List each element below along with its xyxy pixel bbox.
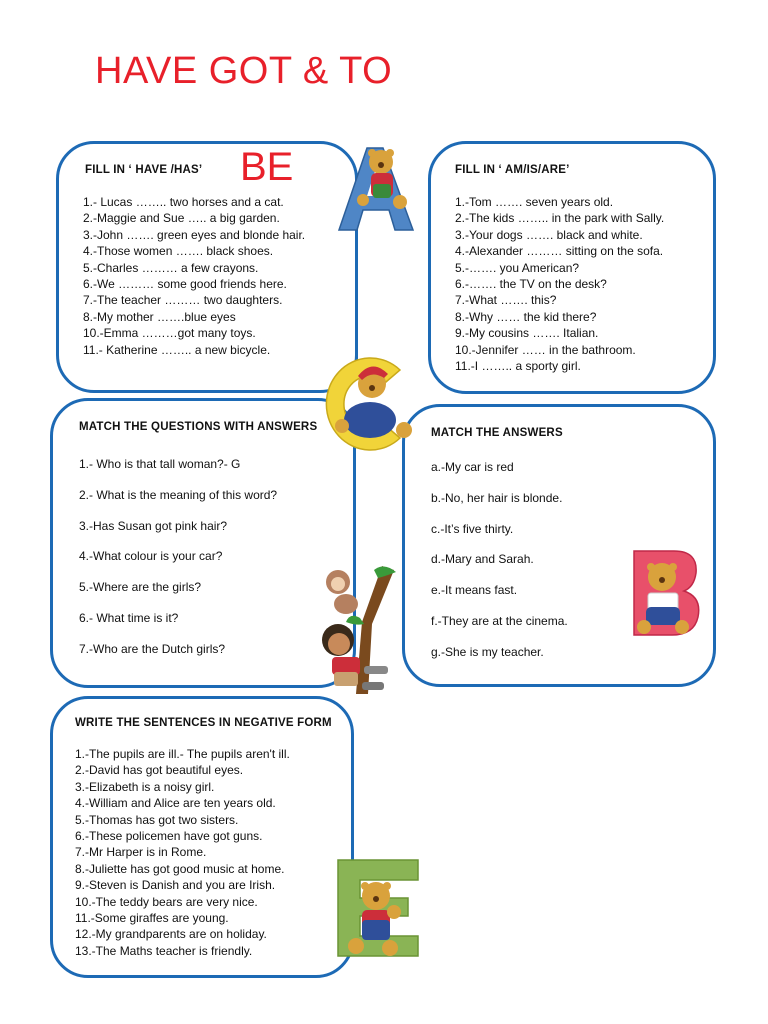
list-item: a.-My car is red [431, 460, 514, 474]
letter-b-bear-image [626, 545, 706, 640]
list-item: 6.- What time is it? [79, 610, 179, 625]
list-item: 2.-Maggie and Sue ….. a big garden. [83, 211, 280, 226]
list-item: d.-Mary and Sarah. [431, 552, 534, 567]
exercise-heading: FILL IN ‘ HAVE /HAS’ [85, 164, 203, 176]
list-item: 10.-The teddy bears are very nice. [75, 894, 258, 909]
list-item: 2.- What is the meaning of this word? [79, 487, 278, 502]
climbing-kids-image [312, 562, 402, 697]
list-item: 2.-David has got beautiful eyes. [75, 763, 244, 778]
list-item: 12.-My grandparents are on holiday. [75, 927, 267, 942]
exercise-negative-form [50, 696, 354, 978]
list-item: e.-It means fast. [431, 583, 518, 598]
list-item: 11.- Katherine …….. a new bicycle. [83, 342, 271, 357]
list-item: 5.-Thomas has got two sisters. [75, 812, 239, 827]
list-item: 7.-The teacher ……… two daughters. [83, 293, 283, 308]
list-item: 7.-What ……. this? [455, 293, 557, 308]
list-item: 9.-Steven is Danish and you are Irish. [75, 878, 276, 893]
exercise-heading: FILL IN ‘ AM/IS/ARE’ [455, 164, 570, 176]
exercise-list [83, 194, 305, 358]
list-item: g.-She is my teacher. [431, 644, 544, 659]
list-item: 3.-Elizabeth is a noisy girl. [75, 779, 215, 794]
list-item: f.-They are at the cinema. [431, 613, 568, 628]
list-item: 7.-Mr Harper is in Rome. [75, 845, 207, 860]
exercise-list [75, 746, 290, 959]
list-item: 8.-My mother …….blue eyes [83, 309, 236, 324]
list-item: 10.-Jennifer …… in the bathroom. [455, 342, 636, 357]
list-item: 7.-Who are the Dutch girls? [79, 641, 226, 656]
list-item: 6.-We ……… some good friends here. [83, 277, 287, 292]
list-item: 10.-Emma ………got many toys. [83, 326, 256, 341]
list-item: 6.-These policemen have got guns. [75, 829, 263, 844]
list-item: 11.-I …….. a sporty girl. [455, 359, 581, 374]
list-item: 13.-The Maths teacher is friendly. [75, 943, 253, 958]
exercise-have-has [56, 141, 358, 393]
exercise-list [431, 452, 568, 668]
list-item: b.-No, her hair is blonde. [431, 490, 563, 505]
list-item: 5.-……. you American? [455, 260, 580, 275]
list-item: 8.-Juliette has got good music at home. [75, 861, 285, 876]
list-item: 3.-Your dogs ……. black and white. [455, 227, 643, 242]
letter-e-bear-image [332, 856, 424, 961]
exercise-list [455, 194, 664, 374]
list-item: c.-It’s five thirty. [431, 521, 514, 536]
list-item: 11.-Some giraffes are young. [75, 911, 229, 926]
exercise-list [79, 449, 277, 665]
list-item: 4.-Alexander ……… sitting on the sofa. [455, 244, 664, 259]
list-item: 1.- Lucas …….. two horses and a cat. [83, 195, 284, 209]
list-item: 2.-The kids …….. in the park with Sally. [455, 211, 665, 226]
list-item: 1.-The pupils are ill.- The pupils aren't ill. [75, 747, 290, 761]
list-item: 4.-What colour is your car? [79, 549, 223, 564]
exercise-heading: MATCH THE ANSWERS [431, 427, 563, 439]
page-title: HAVE GOT & TO [95, 50, 393, 92]
exercise-match-questions [50, 398, 356, 688]
list-item: 6.-……. the TV on the desk? [455, 277, 607, 292]
list-item: 1.- Who is that tall woman?- G [79, 457, 241, 471]
list-item: 8.-Why …… the kid there? [455, 309, 597, 324]
list-item: 5.-Where are the girls? [79, 580, 202, 595]
list-item: 3.-John ……. green eyes and blonde hair. [83, 227, 306, 242]
list-item: 9.-My cousins ……. Italian. [455, 326, 599, 341]
list-item: 1.-Tom ……. seven years old. [455, 195, 614, 209]
list-item: 4.-Those women ……. black shoes. [83, 244, 274, 259]
letter-a-bear-image [333, 140, 423, 240]
list-item: 4.-William and Alice are ten years old. [75, 796, 276, 811]
exercise-heading: WRITE THE SENTENCES IN NEGATIVE FORM [75, 717, 332, 729]
letter-c-bear-image [322, 348, 422, 458]
exercise-am-is-are [428, 141, 716, 394]
list-item: 3.-Has Susan got pink hair? [79, 518, 228, 533]
title-be: BE [240, 145, 294, 189]
exercise-heading: MATCH THE QUESTIONS WITH ANSWERS [79, 421, 318, 433]
list-item: 5.-Charles ……… a few crayons. [83, 260, 259, 275]
